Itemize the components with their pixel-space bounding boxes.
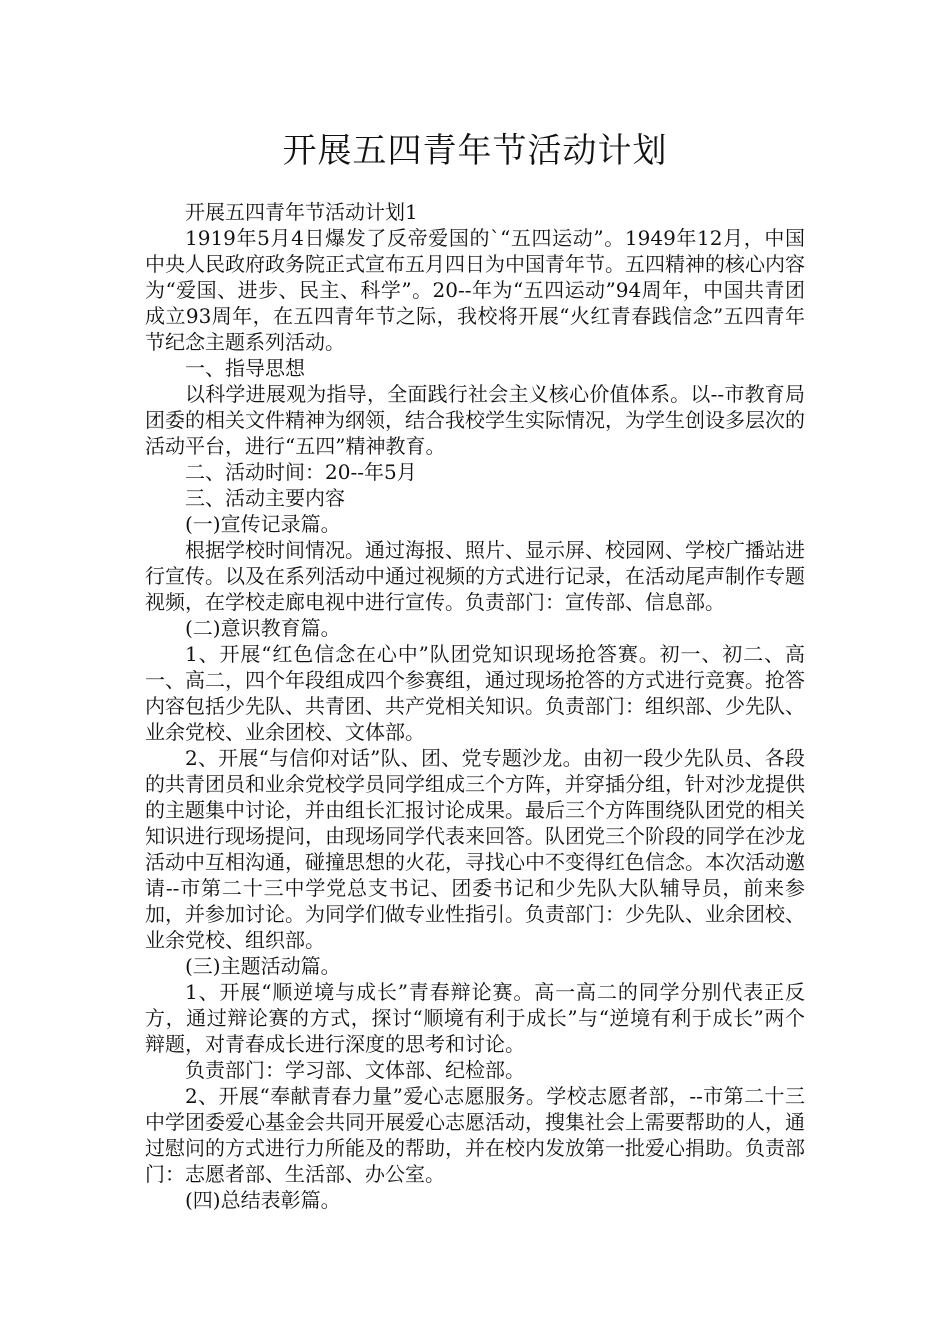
document-body	[145, 199, 805, 1213]
document-title: 开展五四青年节活动计划	[282, 131, 668, 171]
paragraph-awareness-2: 2、开展“与信仰对话”队、团、党专题沙龙。由初一段少先队员、各段的共青团员和业余党校学员同学组成三个方阵，并穿插分组，针对沙龙提供的主题集中讨论，并由组长汇报讨论成果。最后三个方阵围绕队团党的相关知识进行现场提问，由现场同学代表来回答。队团党三个阶段的同学在沙龙活动中互相沟通，碰撞思想的火花，寻找心中不变得红色信念。本次活动邀请--市第二十三中学党总支书记、团委书记和少先队大队辅导员，前来参加，并参加讨论。为同学们做专业性指引。负责部门：少先队、业余团校、业余党校、组织部。	[145, 746, 805, 952]
subsection-heading-awareness: (二)意识教育篇。	[185, 616, 341, 640]
section-heading-activity-time: 二、活动时间：20--年5月	[185, 460, 417, 484]
subsection-heading-summary: (四)总结表彰篇。	[185, 1188, 341, 1212]
paragraph-guiding-ideology: 以科学进展观为指导，全面践行社会主义核心价值体系。以--市教育局团委的相关文件精神为纲领，结合我校学生实际情况，为学生创设多层次的活动平台，进行“五四”精神教育。	[145, 382, 805, 458]
paragraph-intro: 1919年5月4日爆发了反帝爱国的`“五四运动”。1949年12月，中国中央人民政府政务院正式宣布五月四日为中国青年节。五四精神的核心内容为“爱国、进步、民主、科学”。20--年为“五四运动”94周年，中国共青团成立93周年，在五四青年节之际，我校将开展“火红青春践信念”五四青年节纪念主题系列活动。	[145, 226, 805, 354]
section-heading-guiding-ideology: 一、指导思想	[185, 356, 305, 380]
paragraph-theme-activity-2: 2、开展“奉献青春力量”爱心志愿服务。学校志愿者部，--市第二十三中学团委爱心基金会共同开展爱心志愿活动，搜集社会上需要帮助的人，通过慰问的方式进行力所能及的帮助，并在校内发放第一批爱心捐助。负责部门：志愿者部、生活部、办公室。	[145, 1084, 805, 1186]
paragraph-publicity: 根据学校时间情况。通过海报、照片、显示屏、校园网、学校广播站进行宣传。以及在系列活动中通过视频的方式进行记录，在活动尾声制作专题视频，在学校走廊电视中进行宣传。负责部门：宣传部、信息部。	[145, 538, 805, 614]
paragraph-theme-activity-1: 1、开展“顺逆境与成长”青春辩论赛。高一高二的同学分别代表正反方，通过辩论赛的方式，探讨“顺境有利于成长”与“逆境有利于成长”两个辩题，对青春成长进行深度的思考和讨论。	[145, 980, 805, 1056]
section-heading-main-content: 三、活动主要内容	[185, 486, 345, 510]
paragraph-subtitle: 开展五四青年节活动计划1	[185, 200, 418, 224]
subsection-heading-theme-activities: (三)主题活动篇。	[185, 954, 341, 978]
paragraph-awareness-1: 1、开展“红色信念在心中”队团党知识现场抢答赛。初一、初二、高一、高二，四个年段组成四个参赛组，通过现场抢答的方式进行竞赛。抢答内容包括少先队、共青团、共产党相关知识。负责部门：组织部、少先队、业余党校、业余团校、文体部。	[145, 642, 805, 744]
subsection-heading-publicity: (一)宣传记录篇。	[185, 512, 341, 536]
paragraph-theme-activity-1-departments: 负责部门：学习部、文体部、纪检部。	[185, 1058, 525, 1082]
